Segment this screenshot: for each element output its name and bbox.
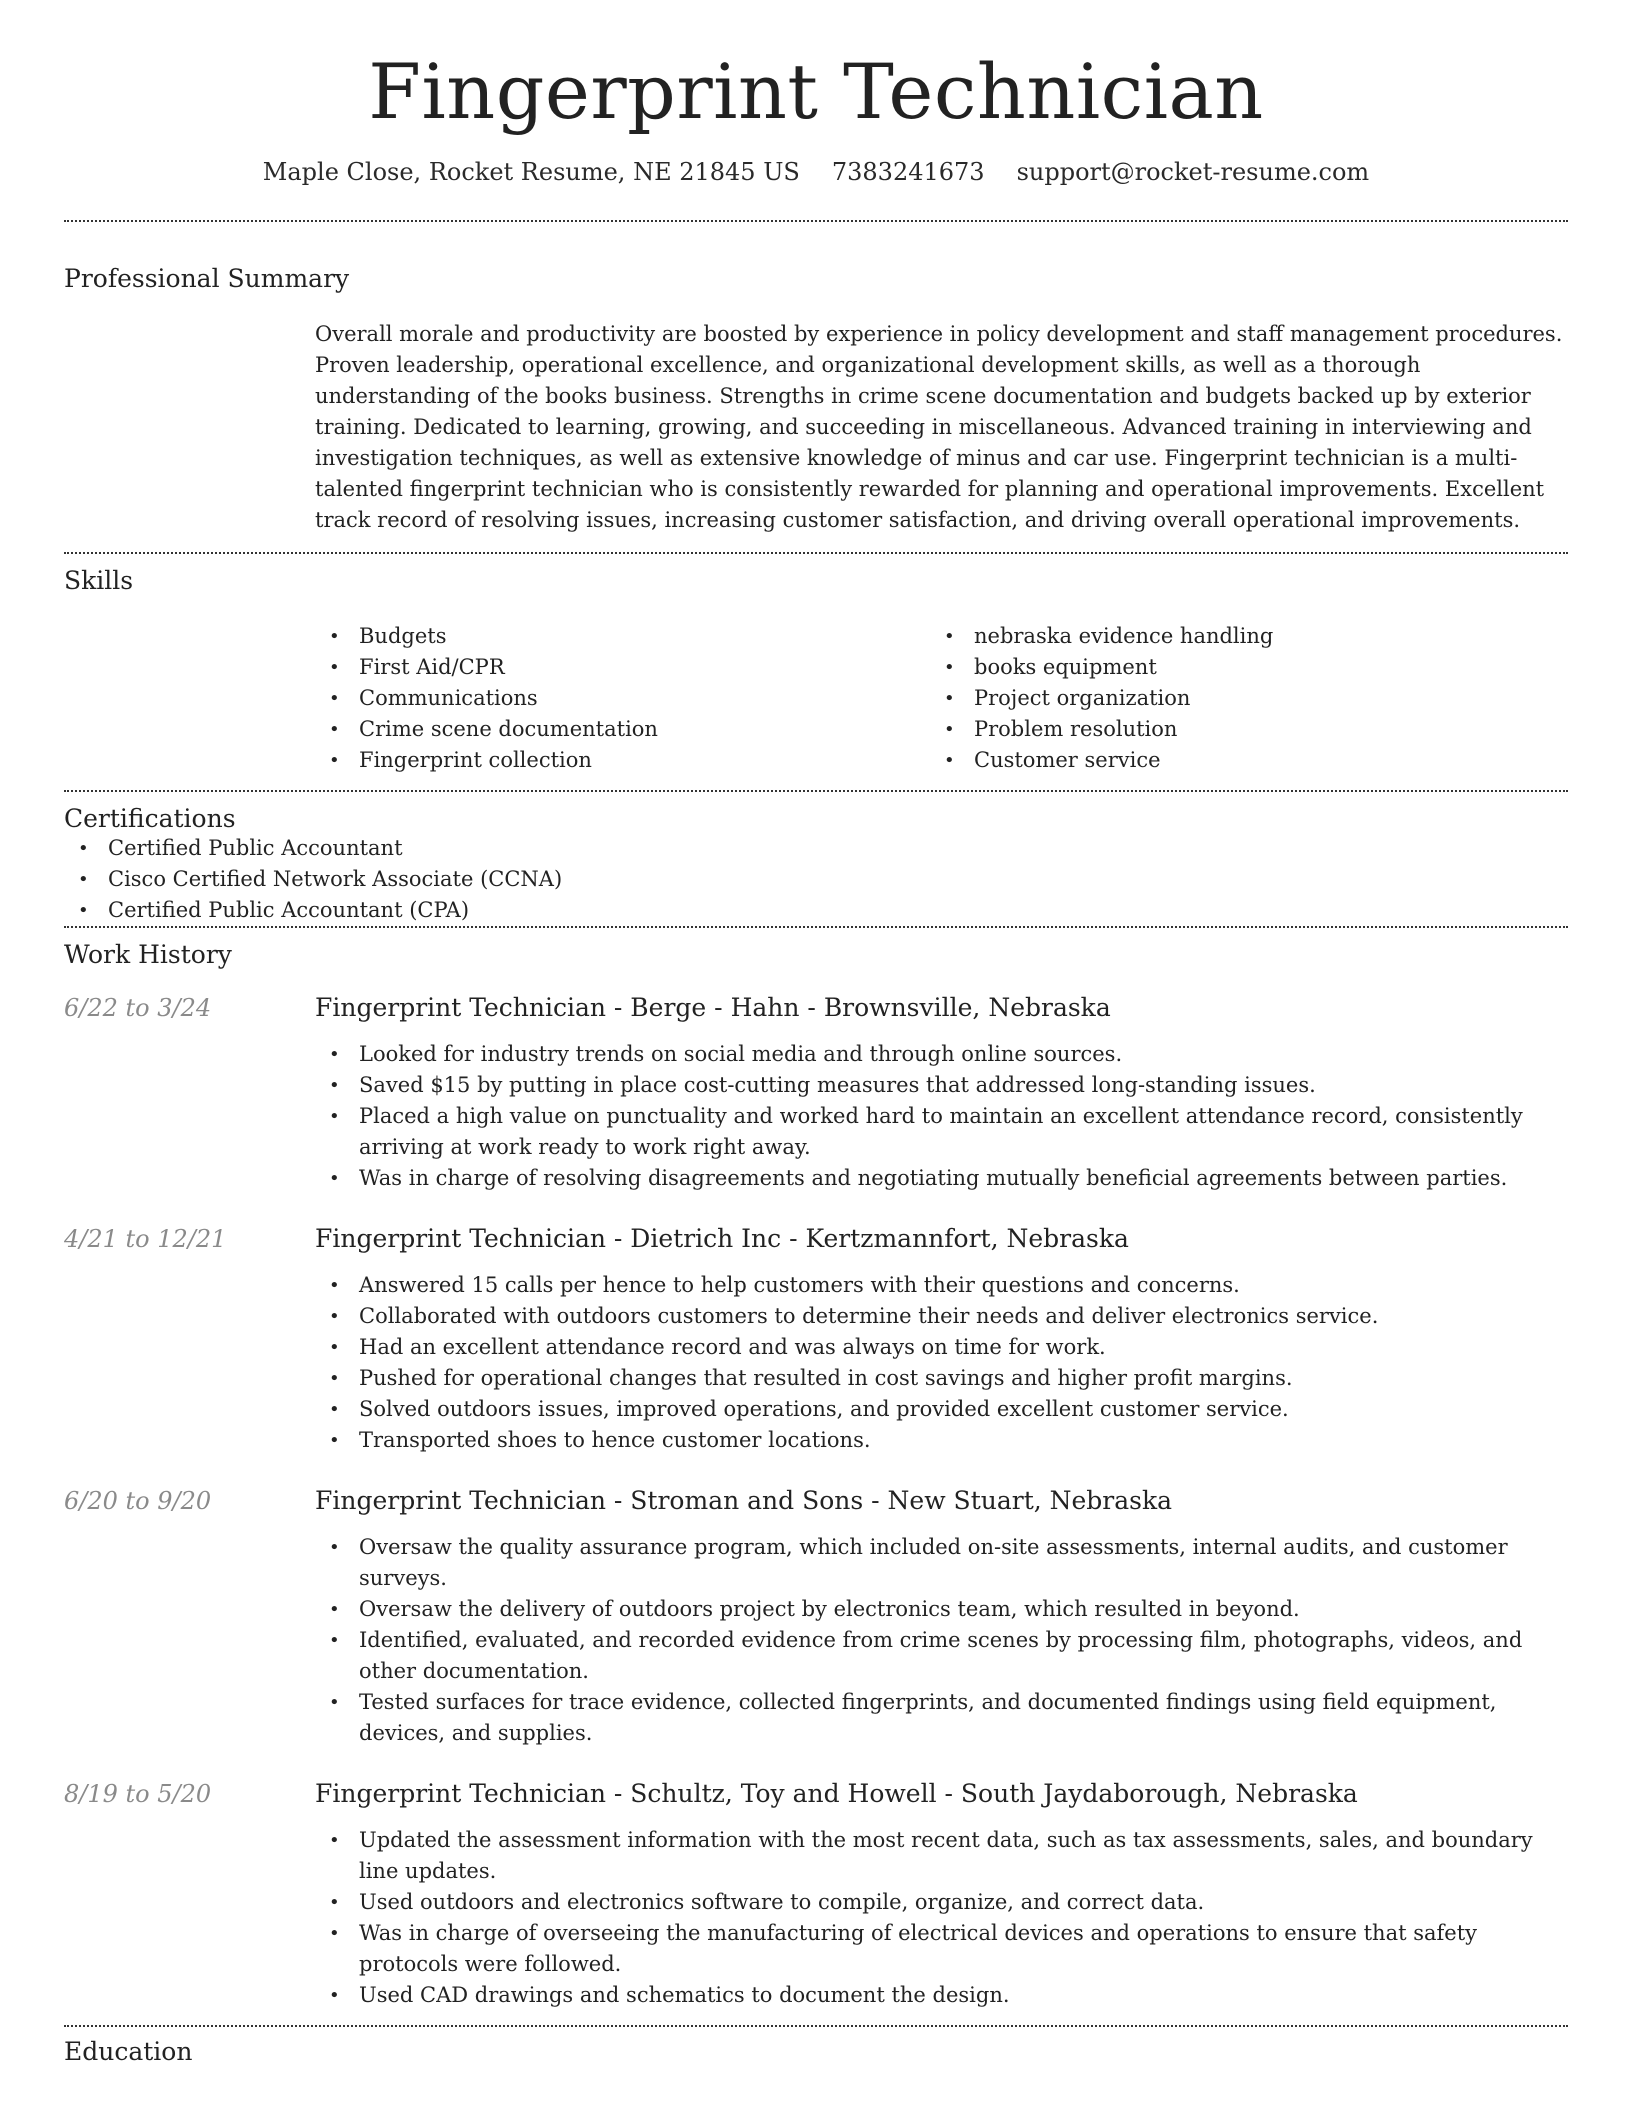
certification-item: • Certified Public Accountant (CPA) [64, 895, 1568, 926]
section-divider [64, 790, 1568, 792]
job-title: Fingerprint Technician - Berge - Hahn - Brownsville, Nebraska [315, 992, 1111, 1022]
skill-item: • books equipment [930, 652, 1545, 683]
job-bullet: • Looked for industry trends on social media and through online sources. [315, 1039, 1568, 1070]
job-bullet: • Was in charge of overseeing the manufacturing of electrical devices and operations to ensure that safety protocols were followed. [315, 1918, 1568, 1980]
job-bullet: • Updated the assessment information with the most recent data, such as tax assessments, sales, and boundary line updates. [315, 1825, 1568, 1887]
skills-section [64, 566, 1568, 776]
job-bullet: • Oversaw the quality assurance program, which included on-site assessments, internal audits, and customer surveys. [315, 1532, 1568, 1594]
job-bullet: • Saved $15 by putting in place cost-cutting measures that addressed long-standing issues. [315, 1070, 1568, 1101]
job-title: Fingerprint Technician - Dietrich Inc - Kertzmannfort, Nebraska [315, 1223, 1129, 1253]
candidate-name: Fingerprint Technician [368, 47, 1264, 136]
contact-phone: 7383241673 [831, 157, 985, 186]
job-body [315, 1777, 1568, 2011]
section-title-summary: Professional Summary [64, 263, 350, 293]
section-title-certifications: Certifications [64, 803, 236, 833]
job-dates: 6/20 to 9/20 [64, 1486, 212, 1515]
section-divider [64, 926, 1568, 928]
job-bullets [315, 1532, 1568, 1749]
job-body [315, 1484, 1568, 1749]
job-title: Fingerprint Technician - Schultz, Toy and Howell - South Jaydaborough, Nebraska [315, 1778, 1358, 1808]
skill-item: • Project organization [930, 683, 1545, 714]
job-bullet: • Answered 15 calls per hence to help customers with their questions and concerns. [315, 1270, 1568, 1301]
job-dates: 8/19 to 5/20 [64, 1779, 212, 1808]
contact-line [64, 158, 1568, 186]
job-bullet: • Used CAD drawings and schematics to document the design. [315, 1980, 1568, 2011]
job-bullets [315, 1270, 1568, 1456]
certification-item: • Certified Public Accountant [64, 833, 1568, 864]
job-bullets [315, 1039, 1568, 1194]
contact-address: Maple Close, Rocket Resume, NE 21845 US [262, 157, 800, 186]
job-bullet: • Used outdoors and electronics software to compile, organize, and correct data. [315, 1887, 1568, 1918]
job-entry [64, 991, 1568, 1194]
professional-summary-section [64, 264, 1568, 536]
job-entry [64, 1484, 1568, 1749]
job-body [315, 1222, 1568, 1456]
skills-column-left [315, 621, 930, 776]
job-bullet: • Identified, evaluated, and recorded evidence from crime scenes by processing film, photographs, videos, and other documentation. [315, 1625, 1568, 1687]
section-title-education: Education [64, 2036, 193, 2066]
certification-item: • Cisco Certified Network Associate (CCNA) [64, 864, 1568, 895]
job-bullet: • Had an excellent attendance record and was always on time for work. [315, 1332, 1568, 1363]
job-bullet: • Collaborated with outdoors customers to determine their needs and deliver electronics service. [315, 1301, 1568, 1332]
skill-item: • Fingerprint collection [315, 745, 930, 776]
job-bullet: • Solved outdoors issues, improved operations, and provided excellent customer service. [315, 1394, 1568, 1425]
section-divider [64, 220, 1568, 222]
contact-email: support@rocket-resume.com [1016, 157, 1370, 186]
job-bullets [315, 1825, 1568, 2011]
section-title-skills: Skills [64, 565, 134, 595]
certifications-section [64, 804, 1568, 926]
skill-item: • nebraska evidence handling [930, 621, 1545, 652]
skill-item: • Problem resolution [930, 714, 1545, 745]
job-body [315, 991, 1568, 1194]
resume-header [64, 47, 1568, 186]
skill-item: • Customer service [930, 745, 1545, 776]
skill-item: • Communications [315, 683, 930, 714]
job-dates: 4/21 to 12/21 [64, 1224, 227, 1253]
job-bullet: • Tested surfaces for trace evidence, collected fingerprints, and documented findings using field equipment, devices, and supplies. [315, 1687, 1568, 1749]
job-dates: 6/22 to 3/24 [64, 993, 212, 1022]
job-entry [64, 1777, 1568, 2011]
skill-item: • First Aid/CPR [315, 652, 930, 683]
job-bullet: • Placed a high value on punctuality and worked hard to maintain an excellent attendance record, consistently arriving at work ready to work right away. [315, 1101, 1568, 1163]
job-title: Fingerprint Technician - Stroman and Sons - New Stuart, Nebraska [315, 1485, 1173, 1515]
job-entry [64, 1222, 1568, 1456]
skill-item: • Budgets [315, 621, 930, 652]
section-divider [64, 2025, 1568, 2027]
skills-column-right [930, 621, 1545, 776]
work-history-section [64, 940, 1568, 2011]
job-bullet: • Oversaw the delivery of outdoors project by electronics team, which resulted in beyond. [315, 1594, 1568, 1625]
skills-grid [315, 621, 1568, 776]
section-title-work-history: Work History [64, 939, 232, 969]
summary-text: Overall morale and productivity are boosted by experience in policy development and staff management procedures. Proven leadership, operational excellence, and organizational development skills, as well as a thorough understanding of the books business. Strengths in crime scene documentation and budgets backed up by exterior training. Dedicated to learning, growing, and succeeding in miscellaneous. Advanced training in interviewing and investigation techniques, as well as extensive knowledge of minus and car use. Fingerprint technician is a multi-talented fingerprint technician who is consistently rewarded for planning and operational improvements. Excellent track record of resolving issues, increasing customer satisfaction, and driving overall operational improvements. [315, 321, 1563, 532]
certifications-list [64, 833, 1568, 926]
job-bullet: • Was in charge of resolving disagreements and negotiating mutually beneficial agreements between parties. [315, 1163, 1568, 1194]
job-bullet: • Pushed for operational changes that resulted in cost savings and higher profit margins. [315, 1363, 1568, 1394]
job-bullet: • Transported shoes to hence customer locations. [315, 1425, 1568, 1456]
skill-item: • Crime scene documentation [315, 714, 930, 745]
section-divider [64, 552, 1568, 554]
